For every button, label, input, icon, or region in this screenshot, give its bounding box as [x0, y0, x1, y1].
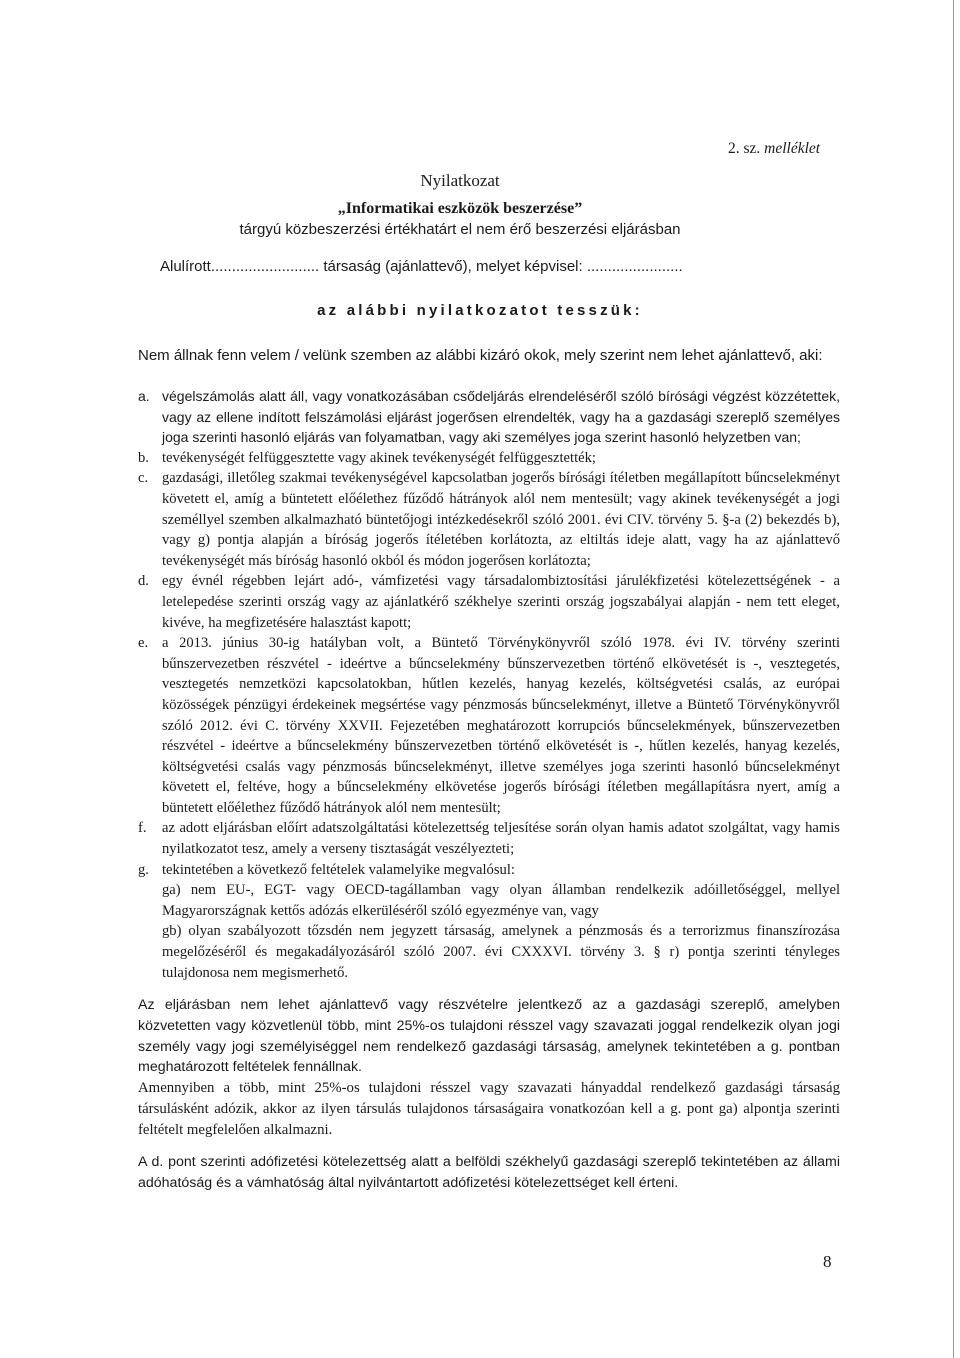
- exclusion-list: [138, 386, 840, 983]
- item-marker: g.: [138, 861, 149, 878]
- item-text: gazdasági, illetőleg szakmai tevékenységével kapcsolatban jogerős bírósági ítéletben megállapított bűncselekményt követett el, amíg a büntetett előélethez fűződő hátrányok alól nem mentesült; vagy akinek tevékenységét a jogi személlyel szemben alkalmazható büntetőjogi intézkedésekről szóló 2001. évi CIV. törvény 5. §-a (2) bekezdés b), vagy g) pontja alapján a bíróság jogerős ítéletében korlátozta, az eltiltás ideje alatt, vagy ha az ajánlattevő tevékenységét más bíróság hasonló okból és módon jogerősen korlátozta;: [162, 470, 840, 569]
- annex-label: [728, 140, 820, 158]
- item-text: a 2013. június 30-ig hatályban volt, a Büntető Törvénykönyvről szóló 1978. évi IV. törvény szerinti bűnszervezetben részvétel - ideértve a bűncselekmény bűnszervezetben történő elkövetését is -, vesztegetés, vesztegetés nemzetközi kapcsolatokban, hűtlen kezelés, hanyag kezelés, költségvetési csalás, az európai közösségek pénzügyi érdekeinek megsértése vagy pénzmosás bűncselekményt, illetve a Büntető Törvénykönyvről szóló 2012. évi C. törvény XXVII. Fejezetében meghatározott korrupciós bűncselekmények, bűnszervezetben részvétel - ideértve a bűncselekmény bűnszervezetben történő elkövetését is -, hűtlen kezelés, hanyag kezelés, költségvetési csalás vagy pénzmosás bűncselekményt, illetve személyes joga szerinti hasonló bűncselekményt követett el, feltéve, hogy a bűncselekmény elkövetése jogerős bírósági ítéletben megállapításra nyert, amíg a büntetett előélethez fűződő hátrányok alól nem mentesült;: [162, 635, 840, 816]
- list-item: [138, 633, 840, 818]
- statement-heading: az alábbi nyilatkozatot tesszük:: [317, 302, 643, 319]
- page-number: 8: [823, 1252, 832, 1271]
- item-marker: e.: [138, 635, 149, 652]
- item-text: az adott eljárásban előírt adatszolgáltatási kötelezettség teljesítése során olyan hamis adatot szolgáltat, vagy hamis nyilatkozatot tesz, amely a verseny tisztaságát veszélyezteti;: [162, 820, 840, 858]
- list-item: [138, 448, 840, 469]
- list-item: [138, 860, 840, 984]
- item-text: végelszámolás alatt áll, vagy vonatkozásában csődeljárás elrendeléséről szóló bírósági végzést közzétettek, vagy az ellene indított felszámolási eljárást jogerősen elrendelték, vagy ha a gazdasági szereplő személyes joga szerinti hasonló eljárás van folyamatban, vagy aki személyes joga szerint hasonló helyzetben van;: [162, 388, 840, 446]
- document-title: Nyilatkozat: [420, 171, 500, 190]
- annex-number: 2. sz.: [728, 140, 761, 157]
- list-item: [138, 468, 840, 571]
- procedure-type: tárgyú közbeszerzési értékhatárt el nem érő beszerzési eljárásban: [239, 221, 681, 238]
- association-paragraph: Amennyiben a több, mint 25%-os tulajdoni résszel vagy szavazati hányaddal rendelkező gazdasági társaság társulásként adózik, akkor az ilyen társulás tulajdonos társaságaira vonatkozóan kell a g. pont ga) alpontja szerinti feltételt megfelelően alkalmazni.: [138, 1080, 840, 1138]
- list-item: [138, 818, 840, 859]
- tax-obligation-paragraph: A d. pont szerinti adófizetési kötelezettség alatt a belföldi székhelyű gazdasági szereplő tekintetében az állami adóhatóság és a vámhatóság által nyilvántartott adófizetési kötelezettséget kell érteni.: [138, 1154, 840, 1191]
- item-text: tevékenységét felfüggesztette vagy akinek tevékenységét felfüggesztették;: [162, 449, 596, 466]
- item-marker: a.: [138, 388, 150, 404]
- list-item: [138, 571, 840, 633]
- item-line: tekintetében a következő feltételek valamelyike megvalósul:: [162, 861, 515, 878]
- scan-edge-line: [953, 0, 954, 1358]
- item-marker: d.: [138, 573, 149, 590]
- item-marker: f.: [138, 820, 147, 837]
- procurement-subject: „Informatikai eszközök beszerzése”: [337, 200, 583, 217]
- ownership-paragraph: Az eljárásban nem lehet ajánlattevő vagy részvételre jelentkező az a gazdasági szereplő, amelyben közvetetten vagy közvetlenül több, mint 25%-os tulajdoni résszel vagy szavazati joggal rendelkezik olyan jogi személy vagy jogi személyiséggel nem rendelkező gazdasági társaság, amelynek tekintetében a g. pontban meghatározott feltételek fennállnak.: [138, 997, 840, 1076]
- list-item: [138, 386, 840, 448]
- item-text: egy évnél régebben lejárt adó-, vámfizetési vagy társadalombiztosítási járulékfizetési kötelezettségének - a letelepedése szerinti ország vagy az ajánlatkérő székhelye szerinti ország jogszabályai alapján - nem tett eleget, kivéve, ha megfizetésére halasztást kapott;: [162, 573, 840, 631]
- item-subpoint-ga: ga) nem EU-, EGT- vagy OECD-tagállamban vagy olyan államban rendelkezik adóilletőséggel, mellyel Magyarországnak kettős adózás elkerüléséről szóló egyezménye van, vagy: [162, 882, 840, 919]
- item-subpoint-gb: gb) olyan szabályozott tőzsdén nem jegyzett társaság, amelynek a pénzmosás és a terrorizmus finanszírozása megelőzéséről és megakadályozásáról szóló 2007. évi CXXXVI. törvény 3. § r) pontja szerinti tényleges tulajdonosa nem megismerhető.: [162, 923, 840, 981]
- annex-word: melléklet: [764, 140, 821, 157]
- signatory-line: Alulírott.......................... társaság (ajánlattevő), melyet képvisel: .......................: [160, 258, 683, 275]
- intro-paragraph: Nem állnak fenn velem / velünk szemben az alábbi kizáró okok, mely szerint nem lehet ajánlattevő, aki:: [138, 347, 823, 364]
- item-marker: c.: [138, 470, 149, 487]
- item-marker: b.: [138, 449, 149, 466]
